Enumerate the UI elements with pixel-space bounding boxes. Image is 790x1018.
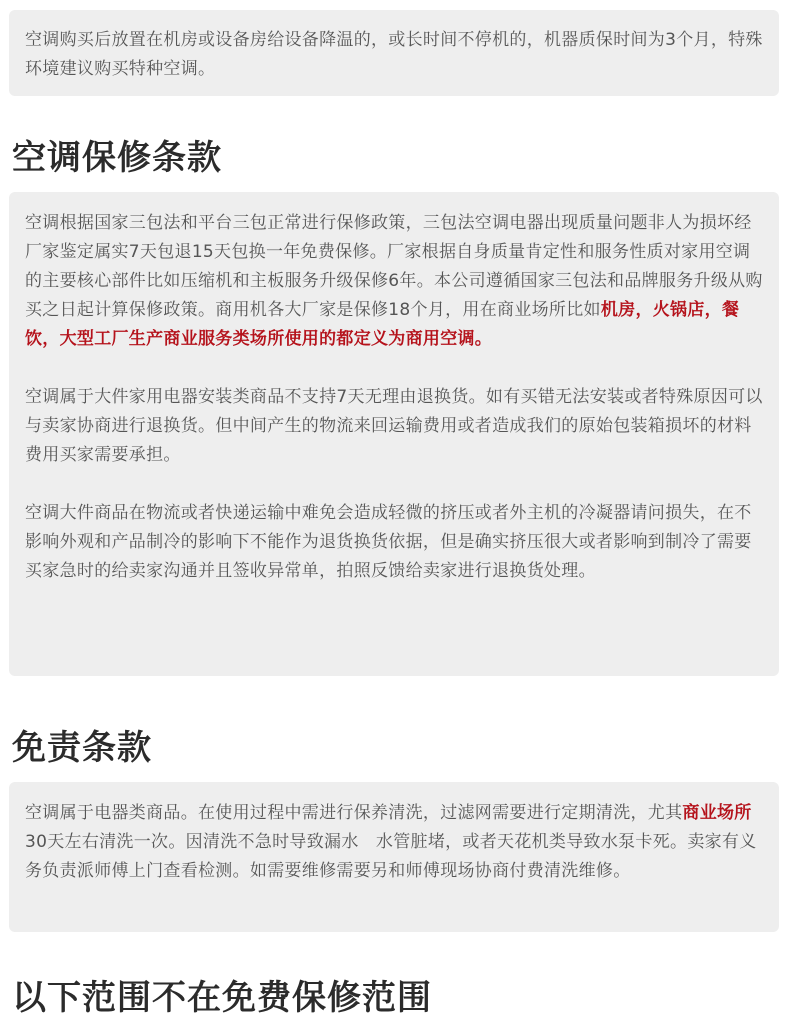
- disclaimer-heading: 免责条款: [12, 728, 152, 768]
- warranty-paragraph-2: 空调属于大件家用电器安装类商品不支持7天无理由退换货。如有买错无法安装或者特殊原因可以与卖家协商进行退换货。但中间产生的物流来回运输费用或者造成我们的原始包装箱损坏的材料费用买家需要承担。: [25, 387, 763, 465]
- commercial-venue-highlight: 商业场所: [682, 803, 752, 823]
- commercial-usage-highlight: 机房，火锅店，餐饮，大型工厂生产商业服务类场所使用的都定义为商用空调。: [25, 300, 740, 349]
- disclaimer-paragraph: [25, 799, 767, 886]
- warranty-paragraph-1: [25, 209, 767, 354]
- warranty-paragraph-3: 空调大件商品在物流或者快递运输中难免会造成轻微的挤压或者外主机的冷凝器请问损失，在不影响外观和产品制冷的影响下不能作为退货换货依据，但是确实挤压很大或者影响到制冷了需要买家急时的给卖家沟通并且签收异常单，拍照反馈给卖家进行退换货处理。: [25, 503, 752, 581]
- exclusions-heading: 以下范围不在免费保修范围: [12, 978, 432, 1018]
- warranty-paragraph-1-text: 空调根据国家三包法和平台三包正常进行保修政策，三包法空调电器出现质量问题非人为损坏经厂家鉴定属实7天包退15天包换一年免费保修。厂家根据自身质量肯定性和服务性质对家用空调的主要核心部件比如压缩机和主板服务升级保修6年。本公司遵循国家三包法和品牌服务升级从购买之日起计算保修政策。商用机各大厂家是保修18个月，用在商业场所比如: [25, 213, 763, 320]
- disclaimer-text-before: 空调属于电器类商品。在使用过程中需进行保养清洗，过滤网需要进行定期清洗，尤其: [25, 803, 683, 823]
- disclaimer-text-after: 30天左右清洗一次。因清洗不急时导致漏水 水管脏堵，或者天花机类导致水泵卡死。卖家有义务负责派师傅上门查看检测。如需要维修需要另和师傅现场协商付费清洗维修。: [25, 832, 757, 881]
- warranty-heading: 空调保修条款: [12, 138, 222, 178]
- disclaimer-box: [9, 782, 779, 932]
- intro-box: [9, 10, 779, 96]
- warranty-box: [9, 192, 779, 676]
- intro-text: 空调购买后放置在机房或设备房给设备降温的，或长时间不停机的，机器质保时间为3个月，特殊环境建议购买特种空调。: [25, 30, 763, 79]
